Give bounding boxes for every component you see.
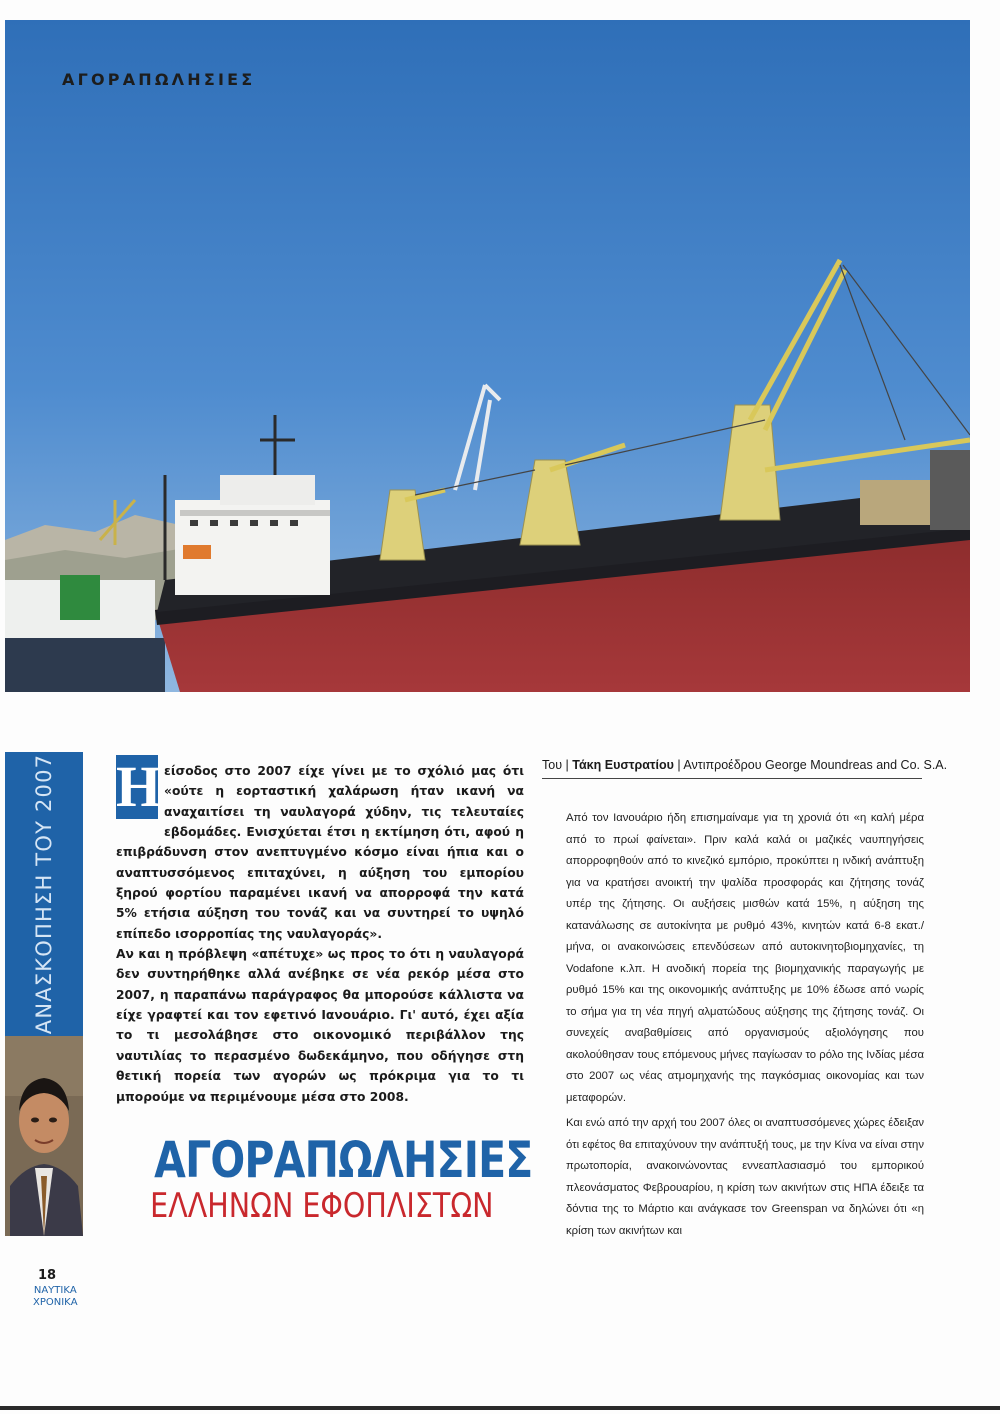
page-number: 18: [38, 1268, 57, 1283]
article-body: [566, 808, 924, 1242]
byline-separator: |: [673, 758, 684, 772]
headline-sub: ΕΛΛΗΝΩΝ ΕΦΟΠΛΙΣΤΩΝ: [150, 1186, 494, 1226]
lead-paragraph-2: Αν και η πρόβλεψη «απέτυχε» ως προς το ότι η ναυλαγορά δεν συντηρήθηκε αλλά ανέβηκε σε νέα ρεκόρ μέσα στο 2007, η παραπάνω παράγραφος θα μπορούσε κάλλιστα να είχε γραφτεί και τον εφετινό Ιανουάριο. Γι' αυτό, έχει αξία το τι μεσολάβησε στο οικονομικό περιβάλλον της ναυτιλίας το περασμένο δωδεκάμηνο, που οδήγησε στη θετική πορεία των αγορών ως πρόκριμα για το τι μπορούμε να περιμένουμε μέσα στο 2008.: [116, 947, 524, 1104]
author-portrait: [5, 1036, 83, 1236]
lead-paragraph-1: είσοδος στο 2007 είχε γίνει με το σχόλιό μας ότι «ούτε η εορταστική χαλάρωση ήταν ικανή να αναχαιτίσει τη ναυλαγορά χύδην, τις τελευταίες εβδομάδες. Ενισχύεται έτσι η εκτίμηση ότι, αφού η επιβράδυνση στον ανεπτυγμένο κόσμο είναι ήπια και ο αναπτυσσόμενος επιταχύνει, η αύξηση του εμπορίου ξηρού φορτίου παραμένει ικανή να απορροφά την κατά 5% ετήσια αύξηση του τονάζ και να συντηρεί το υψηλό επίπεδο ισορροπίας της ναυλαγοράς».: [116, 764, 524, 941]
ship-photo: [5, 20, 970, 692]
byline-prefix: Του: [542, 758, 563, 772]
byline-role: Αντιπροέδρου George Moundreas and Co. S.A.: [683, 758, 948, 772]
headline-main: ΑΓΟΡΑΠΩΛΗΣΙΕΣ: [154, 1131, 533, 1189]
byline-author: Τάκη Ευστρατίου: [572, 758, 674, 772]
byline: [542, 758, 948, 779]
drop-cap: Η: [116, 754, 162, 819]
section-label: ΑΓΟΡΑΠΩΛΗΣΙΕΣ: [62, 70, 256, 89]
sidebar-title: ΑΝΑΣΚΟΠΗΣΗ ΤΟΥ 2007: [32, 753, 56, 1035]
article-headline: [118, 1131, 533, 1226]
lead-text: [116, 761, 524, 1107]
bottom-rule: [0, 1406, 1000, 1410]
dropcap-spacer: [116, 761, 164, 825]
magazine-name-line2: ΧΡΟΝΙΚΑ: [33, 1297, 78, 1308]
magazine-name-line1: ΝΑΥΤΙΚΑ: [33, 1285, 77, 1296]
byline-separator: |: [565, 758, 573, 772]
body-paragraph-1: Από τον Ιανουάριο ήδη επισημαίναμε για τη χρονιά ότι «η καλή μέρα από το πρωί φαίνεται». Πριν καλά καλά οι μαζικές ναυπηγήσεις απορροφηθούν από το κινεζικό εμπόριο, προκύπτει η ινδική ανάπτυξη για να κρατήσει ανοικτή την ψαλίδα προσφοράς και ζήτησης τονάζ υπέρ της ζήτησης. Οι αυξήσεις μισθών κατά 15%, η αύξηση της κατανάλωσης σε αυτοκίνητα με ρυθμό 43%, κινητών κατά 6-8 εκατ./μήνα, οι ανακοινώσεις επενδύσεων από αυτοκινητοβιομηχανίες, τη Vodafone κ.λπ. Η ανοδική πορεία της βιομηχανικής παραγωγής με ρυθμό 15% και της οικονομικής ανάπτυξης με 10% έδωσε από νωρίς το σήμα για τη νέα πηγή αλματώδους αύξησης της ζήτησης τονάζ. Οι συνεχείς αναβαθμίσεις από οργανισμούς αξιολόγησης που ακολούθησαν τους επόμενους μήνες παγίωσαν το ρόλο της Ινδίας μέσα στο 2007 ως νέας ατμομηχανής της παγκόσμιας οικονομίας και των μεταφορών.: [566, 812, 924, 1104]
magazine-name: [33, 1285, 78, 1309]
body-paragraph-2: Και ενώ από την αρχή του 2007 όλες οι αναπτυσσόμενες χώρες έδειξαν ότι εφέτος θα επιταχύνουν την ανάπτυξή τους, με την Κίνα να είναι στην πρωτοπορία, ανακοινώνοντας εννεαπλασιασμό του εμπορικού πλεονάσματος Φεβρουαρίου, η κρίση των ακινήτων στις ΗΠΑ έδειξε τα δόντια της το Μάρτιο και ανάγκασε τον Greenspan να δηλώνει ότι «η κρίση των ακινήτων και: [566, 1117, 924, 1237]
